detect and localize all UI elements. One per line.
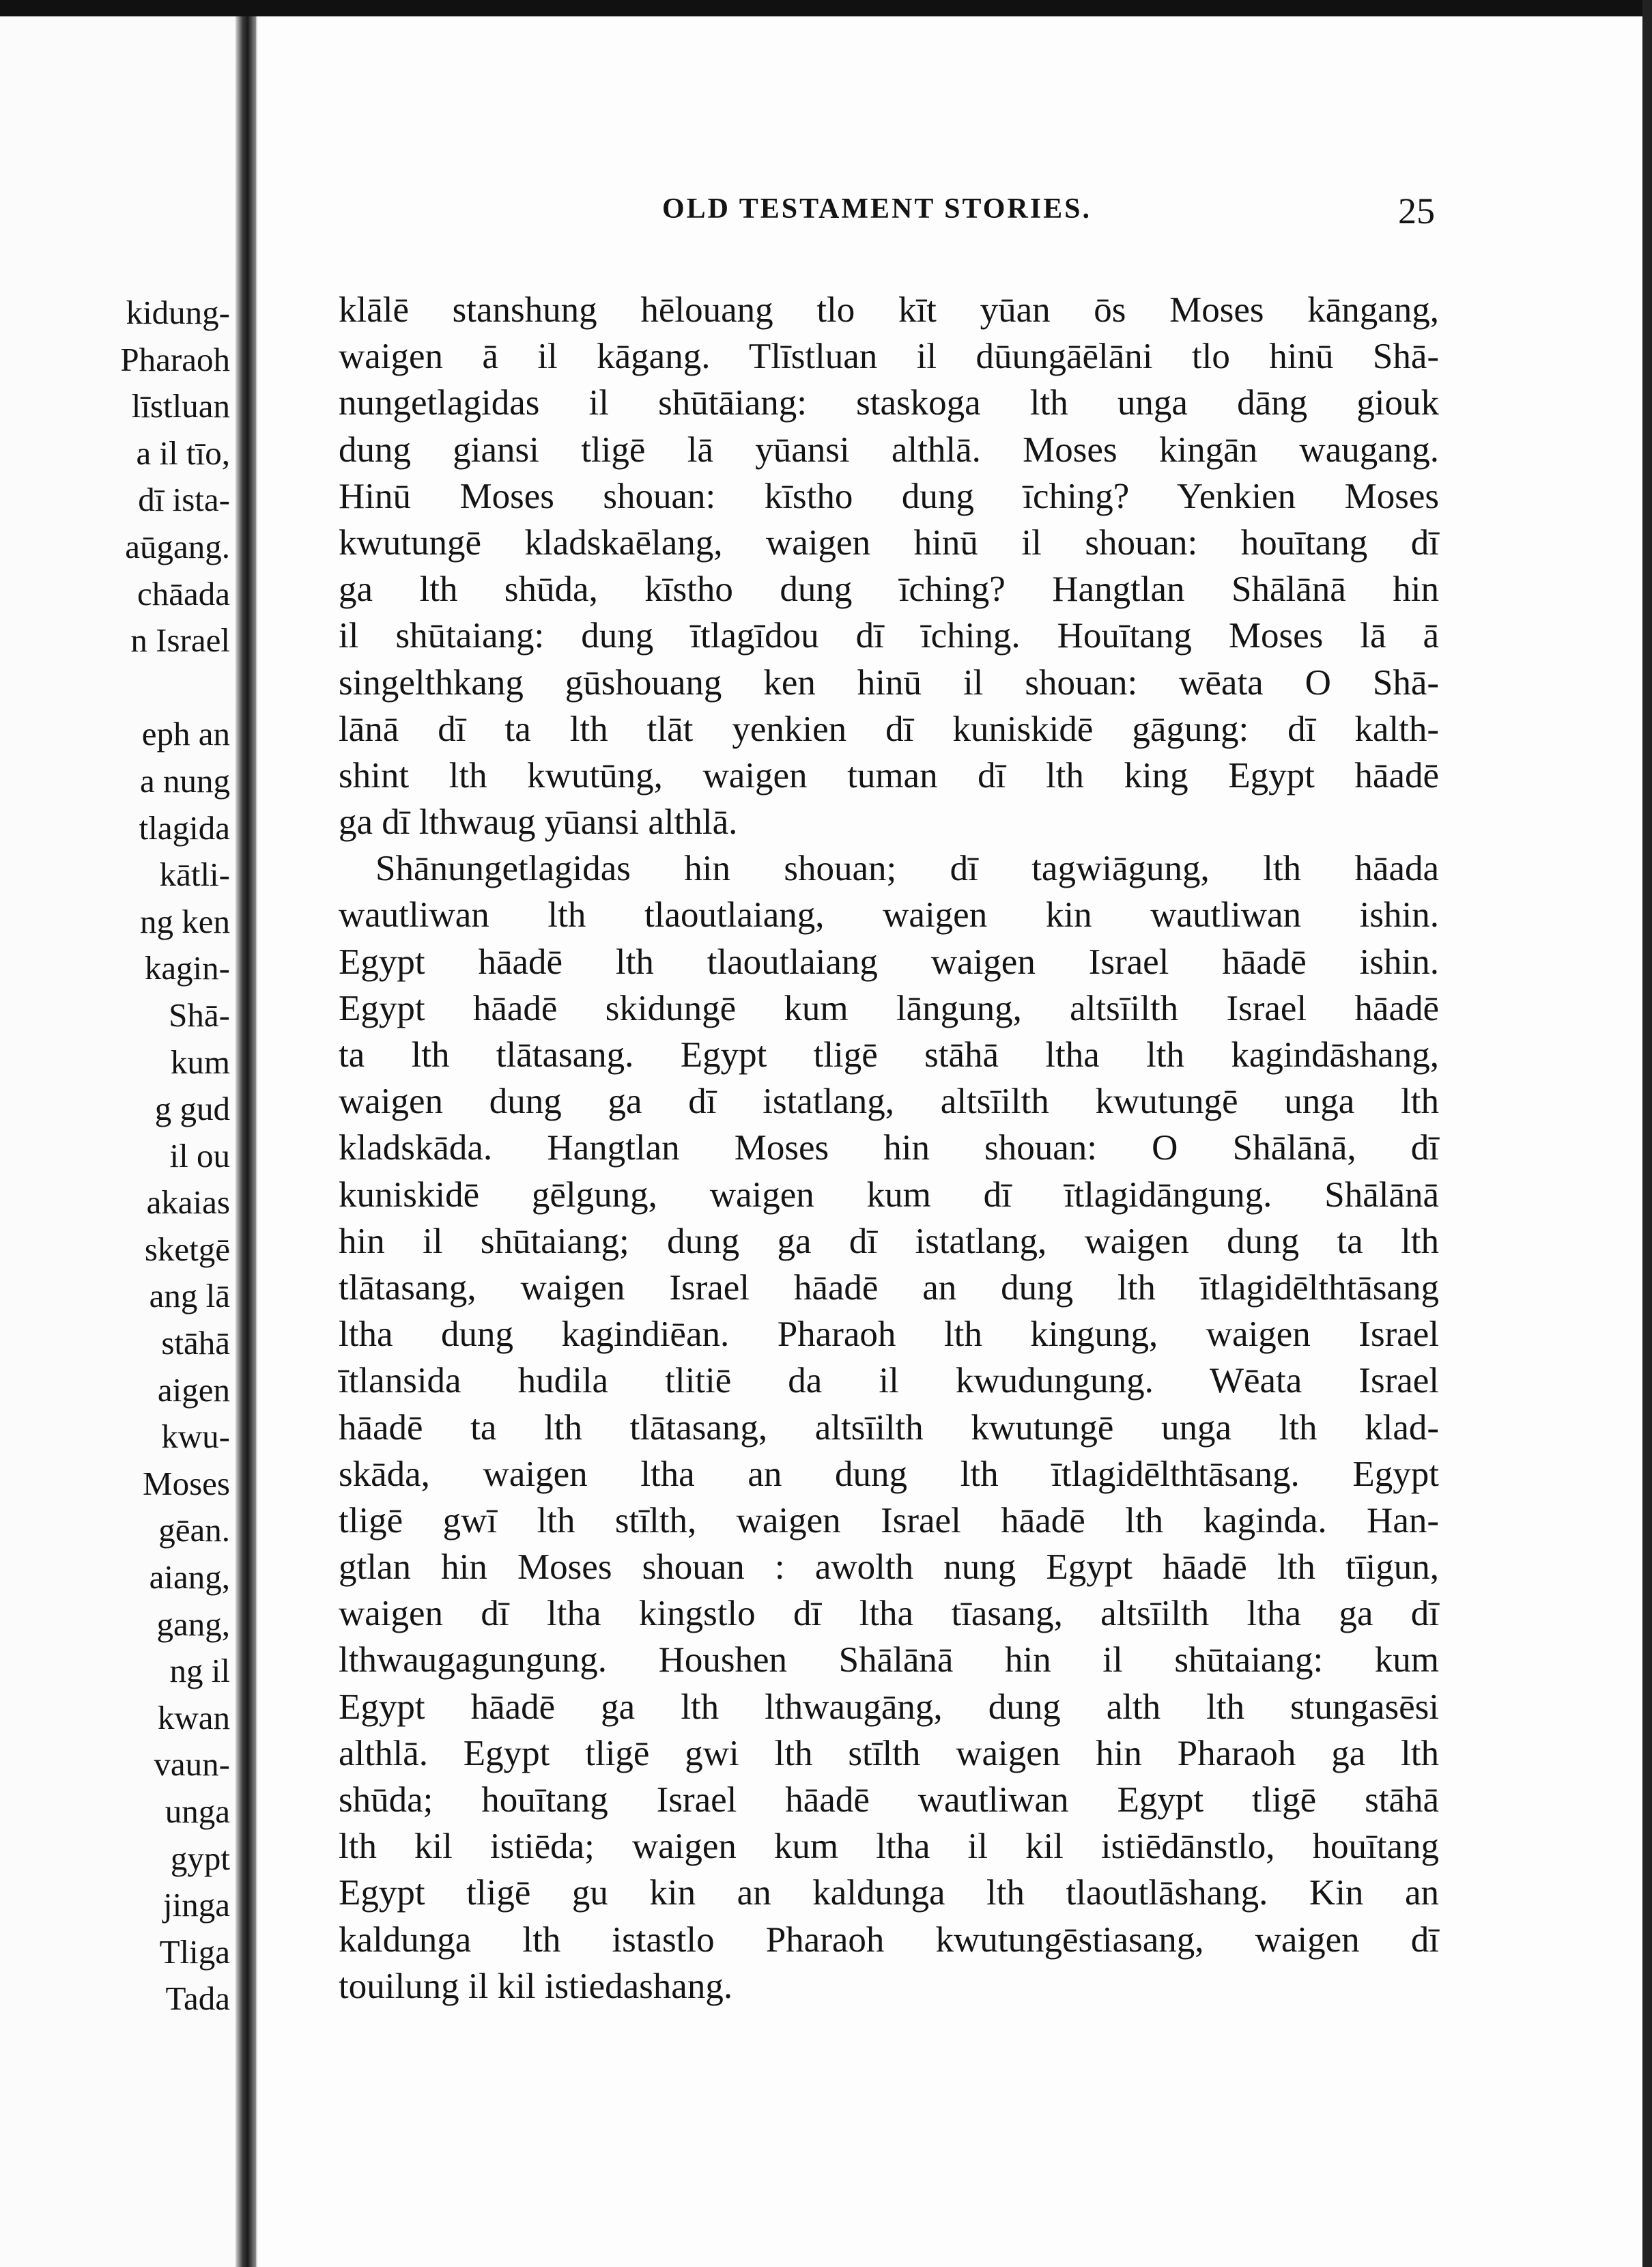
text-line: althlā. Egypt tligē gwi lth stīlth waigen hin Pharaoh ga lth xyxy=(339,1733,1439,1773)
text-line: nungetlagidas il shūtāiang: staskoga lth unga dāng giouk xyxy=(339,383,1439,423)
text-line: kaldunga lth istastlo Pharaoh kwutungēstiasang, waigen dī xyxy=(339,1919,1439,1960)
text-line: lānā dī ta lth tlāt yenkien dī kuniskidē gāgung: dī kalth- xyxy=(339,709,1439,749)
previous-page-line: kum xyxy=(170,1043,230,1081)
text-line: waigen ā il kāgang. Tlīstluan il dūungāēlāni tlo hinū Shā- xyxy=(339,337,1439,377)
previous-page-text xyxy=(120,290,230,2023)
previous-page-line: gypt xyxy=(170,1839,230,1877)
text-line: shūda; houītang Israel hāadē wautliwan Egypt tligē stāhā xyxy=(339,1780,1439,1820)
text-line: Egypt hāadē lth tlaoutlaiang waigen Israel hāadē ishin. xyxy=(339,942,1439,982)
text-line: hāadē ta lth tlātasang, altsīilth kwutungē unga lth klad- xyxy=(339,1407,1439,1448)
previous-page-line: aigen xyxy=(157,1370,230,1409)
previous-page-line xyxy=(120,664,230,712)
previous-page-line: Moses xyxy=(143,1464,230,1502)
text-line: skāda, waigen ltha an dung lth ītlagidēlthtāsang. Egypt xyxy=(339,1454,1439,1494)
book-gutter xyxy=(236,16,256,2267)
previous-page-line: akaias xyxy=(146,1183,230,1222)
body-text xyxy=(339,287,1439,2010)
previous-page-line: il ou xyxy=(169,1136,230,1174)
previous-page-fragment xyxy=(0,16,236,2267)
text-line: ta lth tlātasang. Egypt tligē stāhā ltha lth kagindāshang, xyxy=(339,1035,1439,1075)
page-number: 25 xyxy=(1398,191,1435,231)
previous-page-line: stāhā xyxy=(161,1324,230,1362)
text-line: lth kil istiēda; waigen kum ltha il kil istiēdānstlo, houītang xyxy=(339,1827,1439,1867)
text-line: il shūtaiang: dung ītlagīdou dī īching. Houītang Moses lā ā xyxy=(339,616,1439,656)
text-line: ltha dung kagindiēan. Pharaoh lth kingung, waigen Israel xyxy=(339,1314,1439,1355)
text-line: dung giansi tligē lā yūansi althlā. Moses kingān waugang. xyxy=(339,430,1439,470)
previous-page-line: jinga xyxy=(163,1886,230,1924)
previous-page-line: tlagida xyxy=(139,808,230,847)
previous-page-line: aūgang. xyxy=(125,527,230,565)
text-line: waigen dung ga dī istatlang, altsīilth kwutungē unga lth xyxy=(339,1082,1439,1122)
text-line: klālē stanshung hēlouang tlo kīt yūan ōs Moses kāngang, xyxy=(339,290,1439,330)
previous-page-line: sketgē xyxy=(144,1230,230,1268)
scan-top-border xyxy=(0,0,1652,16)
text-line: touilung il kil istiedashang. xyxy=(339,1966,733,2006)
previous-page-line: gēan. xyxy=(158,1511,230,1549)
text-line: hin il shūtaiang; dung ga dī istatlang, waigen dung ta lth xyxy=(339,1221,1439,1261)
previous-page-line: Pharaoh xyxy=(120,340,230,378)
text-line: tligē gwī lth stīlth, waigen Israel hāadē lth kaginda. Han- xyxy=(339,1500,1439,1540)
previous-page-line: gang, xyxy=(156,1605,230,1643)
previous-page-line: Tliga xyxy=(159,1932,230,1971)
text-line: Egypt tligē gu kin an kaldunga lth tlaoutlāshang. Kin an xyxy=(339,1873,1439,1913)
text-line: kladskāda. Hangtlan Moses hin shouan: O Shālānā, dī xyxy=(339,1128,1439,1168)
previous-page-line: eph an xyxy=(141,715,230,753)
previous-page-line: ang lā xyxy=(149,1277,230,1315)
text-line: waigen dī ltha kingstlo dī ltha tīasang, altsīilth ltha ga dī xyxy=(339,1594,1439,1634)
previous-page-line: a nung xyxy=(140,761,230,800)
text-line: ītlansida hudila tlitiē da il kwudungung. Wēata Israel xyxy=(339,1361,1439,1401)
previous-page-line: kagin- xyxy=(144,949,230,987)
text-line: gtlan hin Moses shouan : awolth nung Egypt hāadē lth tīigun, xyxy=(339,1547,1439,1588)
previous-page-line: kidung- xyxy=(126,294,230,331)
previous-page-line: unga xyxy=(165,1792,230,1830)
text-line: Shānungetlagidas hin shouan; dī tagwiāgung, lth hāada xyxy=(375,849,1439,889)
text-line: Hinū Moses shouan: kīstho dung īching? Yenkien Moses xyxy=(339,476,1439,516)
previous-page-line: n Israel xyxy=(130,621,230,660)
text-line: ga dī lthwaug yūansi althlā. xyxy=(339,802,738,843)
previous-page-line: g gud xyxy=(154,1090,230,1128)
previous-page-line: ng il xyxy=(169,1652,230,1690)
previous-page-line: aiang, xyxy=(149,1558,230,1596)
previous-page-line: chāada xyxy=(137,574,230,612)
scan-right-border xyxy=(1642,0,1652,2267)
previous-page-line: kwan xyxy=(157,1698,230,1736)
text-line: lthwaugagungung. Houshen Shālānā hin il shūtaiang: kum xyxy=(339,1640,1439,1680)
previous-page-line: kātli- xyxy=(159,856,230,894)
text-line: singelthkang gūshouang ken hinū il shouan: wēata O Shā- xyxy=(339,662,1439,703)
previous-page-line: līstluan xyxy=(131,387,230,425)
previous-page-line: ng ken xyxy=(140,902,230,940)
text-line: shint lth kwutūng, waigen tuman dī lth king Egypt hāadē xyxy=(339,755,1439,795)
text-line: ga lth shūda, kīstho dung īching? Hangtlan Shālānā hin xyxy=(339,569,1439,610)
previous-page-line: kwu- xyxy=(161,1418,230,1456)
text-line: Egypt hāadē ga lth lthwaugāng, dung alth lth stungasēsi xyxy=(339,1687,1439,1727)
previous-page-line: a il tīo, xyxy=(136,434,230,472)
text-line: Egypt hāadē skidungē kum lāngung, altsīilth Israel hāadē xyxy=(339,988,1439,1028)
text-line: kuniskidē gēlgung, waigen kum dī ītlagidāngung. Shālānā xyxy=(339,1174,1439,1215)
text-line: kwutungē kladskaēlang, waigen hinū il shouan: houītang dī xyxy=(339,522,1439,563)
text-line: tlātasang, waigen Israel hāadē an dung lth ītlagidēlthtāsang xyxy=(339,1267,1439,1308)
previous-page-line: Tada xyxy=(165,1980,230,2018)
previous-page-line: dī ista- xyxy=(138,481,230,519)
previous-page-line: Shā- xyxy=(169,996,230,1034)
text-line: wautliwan lth tlaoutlaiang, waigen kin wautliwan ishin. xyxy=(339,895,1439,935)
running-head: OLD TESTAMENT STORIES. xyxy=(662,193,1092,225)
previous-page-line: vaun- xyxy=(154,1745,230,1784)
